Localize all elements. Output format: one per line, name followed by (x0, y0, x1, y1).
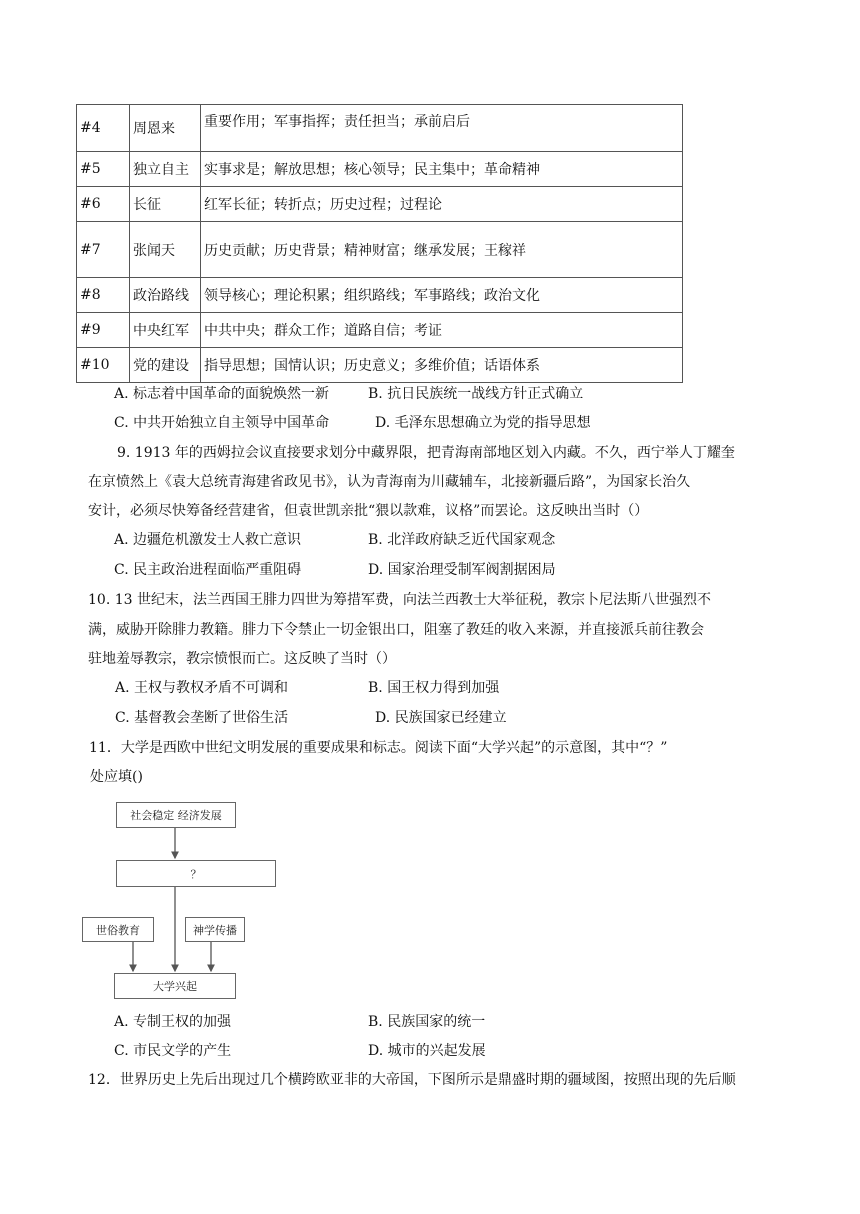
q10-option-b: B. 国王权力得到加强 (368, 680, 500, 696)
q11-option-b: B. 民族国家的统一 (368, 1014, 486, 1030)
q9-option-c: C. 民主政治进程面临严重阻碍 (114, 562, 302, 578)
q9-option-a: A. 边疆危机激发士人救亡意识 (114, 532, 302, 548)
row-topic: 独立自主 (130, 152, 201, 187)
table-row (77, 348, 683, 383)
q9-stem-line-3: 安计，必须尽快筹备经营建省，但袁世凯亲批“猥以款难，议格”而罢论。这反映出当时（） (88, 503, 649, 519)
university-rise-diagram (78, 798, 268, 1002)
table-row (77, 105, 683, 152)
diagram-box-theology: 神学传播 (185, 917, 245, 942)
row-topic: 政治路线 (130, 278, 201, 313)
table-row (77, 187, 683, 222)
q11-option-c: C. 市民文学的产生 (114, 1043, 232, 1059)
table-row (77, 278, 683, 313)
q11-option-d: D. 城市的兴起发展 (368, 1043, 486, 1059)
q12-stem-line-1: 12．世界历史上先后出现过几个横跨欧亚非的大帝国，下图所示是鼎盛时期的疆域图，按照出现的先后顺 (88, 1072, 736, 1088)
q9-option-d: D. 国家治理受制军阀割据困局 (368, 562, 556, 578)
row-id: #8 (77, 278, 130, 313)
q11-option-a: A. 专制王权的加强 (114, 1014, 232, 1030)
row-id: #6 (77, 187, 130, 222)
row-topic: 周恩来 (130, 105, 201, 152)
row-id: #9 (77, 313, 130, 348)
row-keywords: 实事求是；解放思想；核心领导；民主集中；革命精神 (201, 152, 683, 187)
q8-option-d: D. 毛泽东思想确立为党的指导思想 (375, 415, 591, 431)
row-keywords: 历史贡献；历史背景；精神财富；继承发展；王稼祥 (201, 222, 683, 278)
q8-option-c: C. 中共开始独立自主领导中国革命 (114, 415, 330, 431)
row-keywords: 中共中央；群众工作；道路自信；考证 (201, 313, 683, 348)
row-topic: 张闻天 (130, 222, 201, 278)
row-keywords: 指导思想；国情认识；历史意义；多维价值；话语体系 (201, 348, 683, 383)
diagram-box-secular-education: 世俗教育 (82, 917, 154, 942)
row-id: #4 (77, 105, 130, 152)
table-row (77, 152, 683, 187)
q9-stem-line-2: 在京愤然上《袁大总统青海建省政见书》，认为青海南为川藏辅车，北接新疆后路”，为国家长治久 (88, 474, 691, 490)
row-id: #10 (77, 348, 130, 383)
row-id: #5 (77, 152, 130, 187)
q10-stem-line-3: 驻地羞辱教宗，教宗愤恨而亡。这反映了当时（） (88, 651, 396, 667)
row-topic: 党的建设 (130, 348, 201, 383)
q11-stem-line-2: 处应填() (90, 769, 143, 785)
row-keywords: 红军长征；转折点；历史过程；过程论 (201, 187, 683, 222)
q11-stem-line-1: 11．大学是西欧中世纪文明发展的重要成果和标志。阅读下面“大学兴起”的示意图，其中“？” (89, 740, 668, 756)
q8-option-a: A. 标志着中国革命的面貌焕然一新 (114, 386, 330, 402)
diagram-arrows (78, 798, 268, 1002)
q10-stem-line-1: 10. 13 世纪末，法兰西国王腓力四世为筹措军费，向法兰西教士大举征税，教宗卜尼法斯八世强烈不 (88, 592, 711, 608)
row-id: #7 (77, 222, 130, 278)
q10-option-d: D. 民族国家已经建立 (375, 710, 507, 726)
table-row (77, 222, 683, 278)
q8-option-b: B. 抗日民族统一战线方针正式确立 (368, 386, 584, 402)
q9-stem-line-1: 9. 1913 年的西姆拉会议直接要求划分中藏界限，把青海南部地区划入内藏。不久，西宁举人丁耀奎 (117, 445, 735, 461)
diagram-box-top: 社会稳定 经济发展 (116, 802, 236, 828)
table-row (77, 313, 683, 348)
q9-option-b: B. 北洋政府缺乏近代国家观念 (368, 532, 556, 548)
diagram-box-university-rise: 大学兴起 (114, 973, 236, 999)
row-keywords: 领导核心；理论积累；组织路线；军事路线；政治文化 (201, 278, 683, 313)
q10-stem-line-2: 满，威胁开除腓力教籍。腓力下令禁止一切金银出口，阻塞了教廷的收入来源，并直接派兵前往教会 (88, 622, 704, 638)
q10-option-a: A. 王权与教权矛盾不可调和 (115, 680, 289, 696)
row-topic: 长征 (130, 187, 201, 222)
diagram-box-question: ？ (116, 860, 276, 887)
keyword-table (76, 104, 683, 383)
row-keywords: 重要作用；军事指挥；责任担当；承前启后 (201, 105, 683, 152)
q10-option-c: C. 基督教会垄断了世俗生活 (115, 710, 289, 726)
row-topic: 中央红军 (130, 313, 201, 348)
